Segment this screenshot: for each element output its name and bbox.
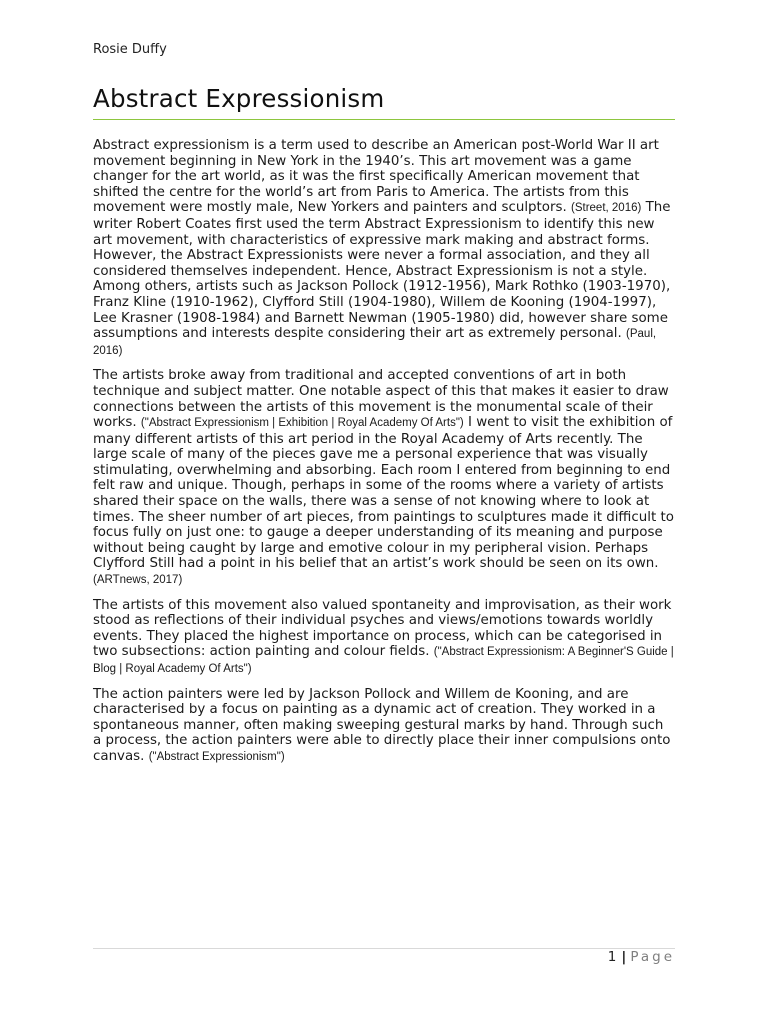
- citation: ("Abstract Expressionism"): [148, 750, 285, 763]
- body-text: The action painters were led by Jackson Pollock and Willem de Kooning, and are characterised by a focus on painting as a dynamic act of creation. They worked in a spontaneous manner, often making sweeping gestural marks by hand. Through such a process, the action painters were able to directly place their inner compulsions onto canvas.: [93, 686, 671, 764]
- citation: (Street, 2016): [571, 202, 642, 215]
- body-text: The artists of this movement also valued spontaneity and improvisation, as their work stood as reflections of their individual psyches and views/emotions towards worldly events. They placed the highest importance on process, which can be categorised in two subsections: action painting and colour fields.: [93, 597, 672, 660]
- paragraph: [93, 368, 675, 588]
- title-underline: [93, 119, 675, 120]
- paragraph: [93, 138, 675, 359]
- document-body: [93, 138, 675, 775]
- paragraph: [93, 687, 675, 766]
- citation: ("Abstract Expressionism | Exhibition | Royal Academy Of Arts"): [140, 417, 464, 430]
- page-footer: [608, 949, 675, 965]
- citation: (Paul, 2016): [93, 328, 657, 357]
- body-text: The writer Robert Coates first used the term Abstract Expressionism to identify this new art movement, with characteristics of expressive mark making and abstract forms. However, the Abstract Expressionists were never a formal association, and they all considered themselves independent. Hence, Abstract Expressionism is not a style. Among others, artists such as Jackson Pollock (1912-1956), Mark Rothko (1903-1970), Franz Kline (1910-1962), Clyfford Still (1904-1980), Willem de Kooning (1904-1997), Lee Krasner (1908-1984) and Barnett Newman (1905-1980) did, however share some assumptions and interests despite considering their art as extremely personal.: [93, 200, 671, 342]
- citation: ("Abstract Expressionism: A Beginner'S Guide | Blog | Royal Academy Of Arts"): [93, 646, 674, 675]
- page-number: 1: [607, 949, 617, 965]
- page-label: Page: [630, 949, 675, 965]
- citation: (ARTnews, 2017): [93, 574, 183, 587]
- footer-divider: [93, 948, 675, 949]
- author-name: Rosie Duffy: [93, 42, 167, 57]
- body-text: I went to visit the exhibition of many different artists of this art period in the Royal Academy of Arts recently. The large scale of many of the pieces gave me a personal experience that was visually stimulating, overwhelming and absorbing. Each room I entered from beginning to end felt raw and unique. Though, perhaps in some of the rooms where a variety of artists shared their space on the walls, there was a sense of not knowing where to look at times. The sheer number of art pieces, from paintings to sculptures made it difficult to focus fully on just one: to gauge a deeper understanding of its meaning and purpose without being caught by large and emotive colour in my peripheral vision. Perhaps Clyfford Still had a point in his belief that an artist’s work should be seen on its own.: [93, 415, 674, 572]
- body-text: Abstract expressionism is a term used to describe an American post-World War II art movement beginning in New York in the 1940’s. This art movement was a game changer for the art world, as it was the first specifically American movement that shifted the centre for the world’s art from Paris to America. The artists from this movement were mostly male, New Yorkers and painters and sculptors.: [93, 138, 659, 216]
- paragraph: [93, 598, 675, 678]
- document-title: Abstract Expressionism: [93, 84, 385, 113]
- footer-separator: |: [621, 949, 627, 965]
- body-text: The artists broke away from traditional and accepted conventions of art in both technique and subject matter. One notable aspect of this that makes it easier to draw connections between the artists of this movement is the monumental scale of their works.: [93, 368, 669, 431]
